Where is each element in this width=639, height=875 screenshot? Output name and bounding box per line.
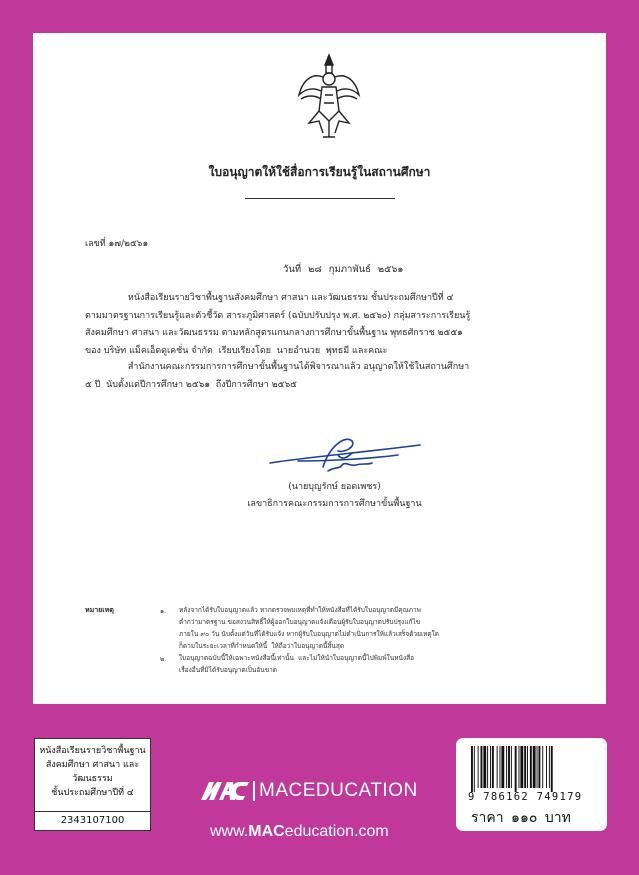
barcode-bar (549, 746, 550, 788)
note-text: ใบอนุญาตฉบับนี้ให้เฉพาะหนังสือนี้เท่านั้น และไม่ให้นำใบอนุญาตนี้ไปพิมพ์ในหนังสือ เรื่องอื่นที่มิได้รับอนุญาตเป็นอันขาด (179, 654, 415, 674)
barcode-bar (542, 746, 543, 788)
reference-number: เลขที่ ๑๗/๒๕๖๑ (85, 239, 149, 249)
barcode-bar (492, 746, 494, 788)
price-label: ราคา ๑๑๐ บาท (471, 810, 571, 826)
book-label-box (34, 738, 151, 831)
brand-name: MACEDUCATION (259, 780, 418, 801)
url-bold: MAC (248, 823, 285, 840)
garuda-emblem-icon (295, 51, 363, 141)
barcode-bar (546, 746, 547, 788)
barcode-icon (469, 746, 594, 792)
barcode-bar (506, 746, 507, 788)
note-number: ๒. (160, 655, 167, 663)
barcode-bar (538, 746, 540, 788)
barcode-bar (551, 746, 553, 792)
barcode-bar (508, 746, 510, 788)
license-paragraph-1: หนังสือเรียนรายวิชาพื้นฐานสังคมศึกษา ศาสนา และวัฒนธรรม ชั้นประถมศึกษาปีที่ ๔ ตามมาตรฐานการเรียนรู้และตัวชี้วัด สาระภูมิศาสตร์ (ฉบับปรับปรุง พ.ศ. ๒๕๖๐) กลุ่มสาระการเรียนรู้ สังคมศึกษา ศาสนา และวัฒนธรรม ตามหลักสูตรแกนกลางการศึกษาขั้นพื้นฐาน พุทธศักราช ๒๕๕๑ ของ บริษัท แม็คเอ็ดดูเคชั่น จำกัด เรียบเรียงโดย นายอำนวย พุทธมี และคณะ (85, 293, 471, 356)
notes-heading: หมายเหตุ (85, 606, 114, 614)
barcode-bar (537, 746, 538, 788)
license-paragraph-2: สำนักงานคณะกรรมการการศึกษาขั้นพื้นฐานได้พิจารณาแล้ว อนุญาตให้ใช้ในสถานศึกษา ๕ ปี นับตั้งแต่ปีการศึกษา ๒๕๖๑ ถึงปีการศึกษา ๒๕๖๕ (85, 362, 470, 390)
book-label-text (35, 739, 150, 800)
barcode-bar (527, 746, 528, 788)
barcode-bar (478, 746, 479, 788)
barcode-bar (497, 746, 498, 788)
book-label-line: ชั้นประถมศึกษาปีที่ ๔ (51, 788, 134, 798)
license-document (33, 33, 606, 704)
barcode-bar (471, 746, 473, 792)
website-url (210, 823, 389, 841)
url-prefix: www. (210, 823, 249, 840)
brand-logo (201, 778, 441, 808)
barcode-bar (515, 746, 517, 792)
issue-date (283, 262, 403, 277)
document-title: ใบอนุญาตให้ใช้สื่อการเรียนรู้ในสถานศึกษา (208, 165, 431, 179)
date-label: วันที่ (283, 264, 302, 275)
barcode-bar (500, 746, 501, 788)
barcode-bar (530, 746, 532, 788)
barcode-bar (533, 746, 536, 788)
book-label-line: สังคมศึกษา ศาสนา และวัฒนธรรม (45, 760, 140, 784)
isbn-number: 9 786162 749179 (468, 791, 583, 803)
signer-position: เลขาธิการคณะกรรมการการศึกษาขั้นพื้นฐาน (247, 499, 422, 509)
barcode-bar (474, 746, 475, 792)
barcode-box (456, 738, 607, 831)
barcode-bar (524, 746, 526, 788)
date-value: ๒๘ กุมภาพันธ์ ๒๕๖๑ (308, 264, 404, 275)
url-suffix: education.com (284, 823, 389, 840)
mac-logo-icon (201, 782, 251, 800)
barcode-bar (483, 746, 486, 788)
book-label-line: หนังสือเรียนรายวิชาพื้นฐาน (39, 746, 146, 756)
barcode-bar (490, 746, 491, 788)
barcode-bar (481, 746, 483, 788)
signature-icon (268, 427, 423, 477)
barcode-bar (487, 746, 488, 788)
brand-divider (253, 781, 255, 801)
barcode-bar (520, 746, 523, 788)
signer-name: (นายบุญรักษ์ ยอดเพชร) (288, 482, 381, 492)
book-code: 2343107100 (35, 811, 150, 830)
title-divider (245, 198, 395, 199)
barcode-bar (519, 746, 520, 788)
note-number: ๑. (160, 607, 167, 615)
barcode-bar (501, 746, 504, 788)
note-text: หลังจากได้รับใบอนุญาตแล้ว หากตรวจพบเหตุที่ทำให้หนังสือที่ได้รับใบอนุญาตมีคุณภาพ ต่ำกว่ามาตรฐาน ขอสงวนสิทธิ์ให้ผู้ออกใบอนุญาตแจ้งเตือนผู้รับใบอนุญาตปรับปรุงแก้ไข ภายใน ๙๐ วัน นับตั้งแต่วันที่ได้รับแจ้ง หากผู้รับใบอนุญาตไม่ดำเนินการให้แล้วเสร็จด้วยเหตุใด ก็ตามในระยะเวลาที่กำหนดให้นี้ ให้ถือว่าใบอนุญาตนี้สิ้นสุด (179, 606, 440, 650)
barcode-bar (511, 746, 512, 788)
